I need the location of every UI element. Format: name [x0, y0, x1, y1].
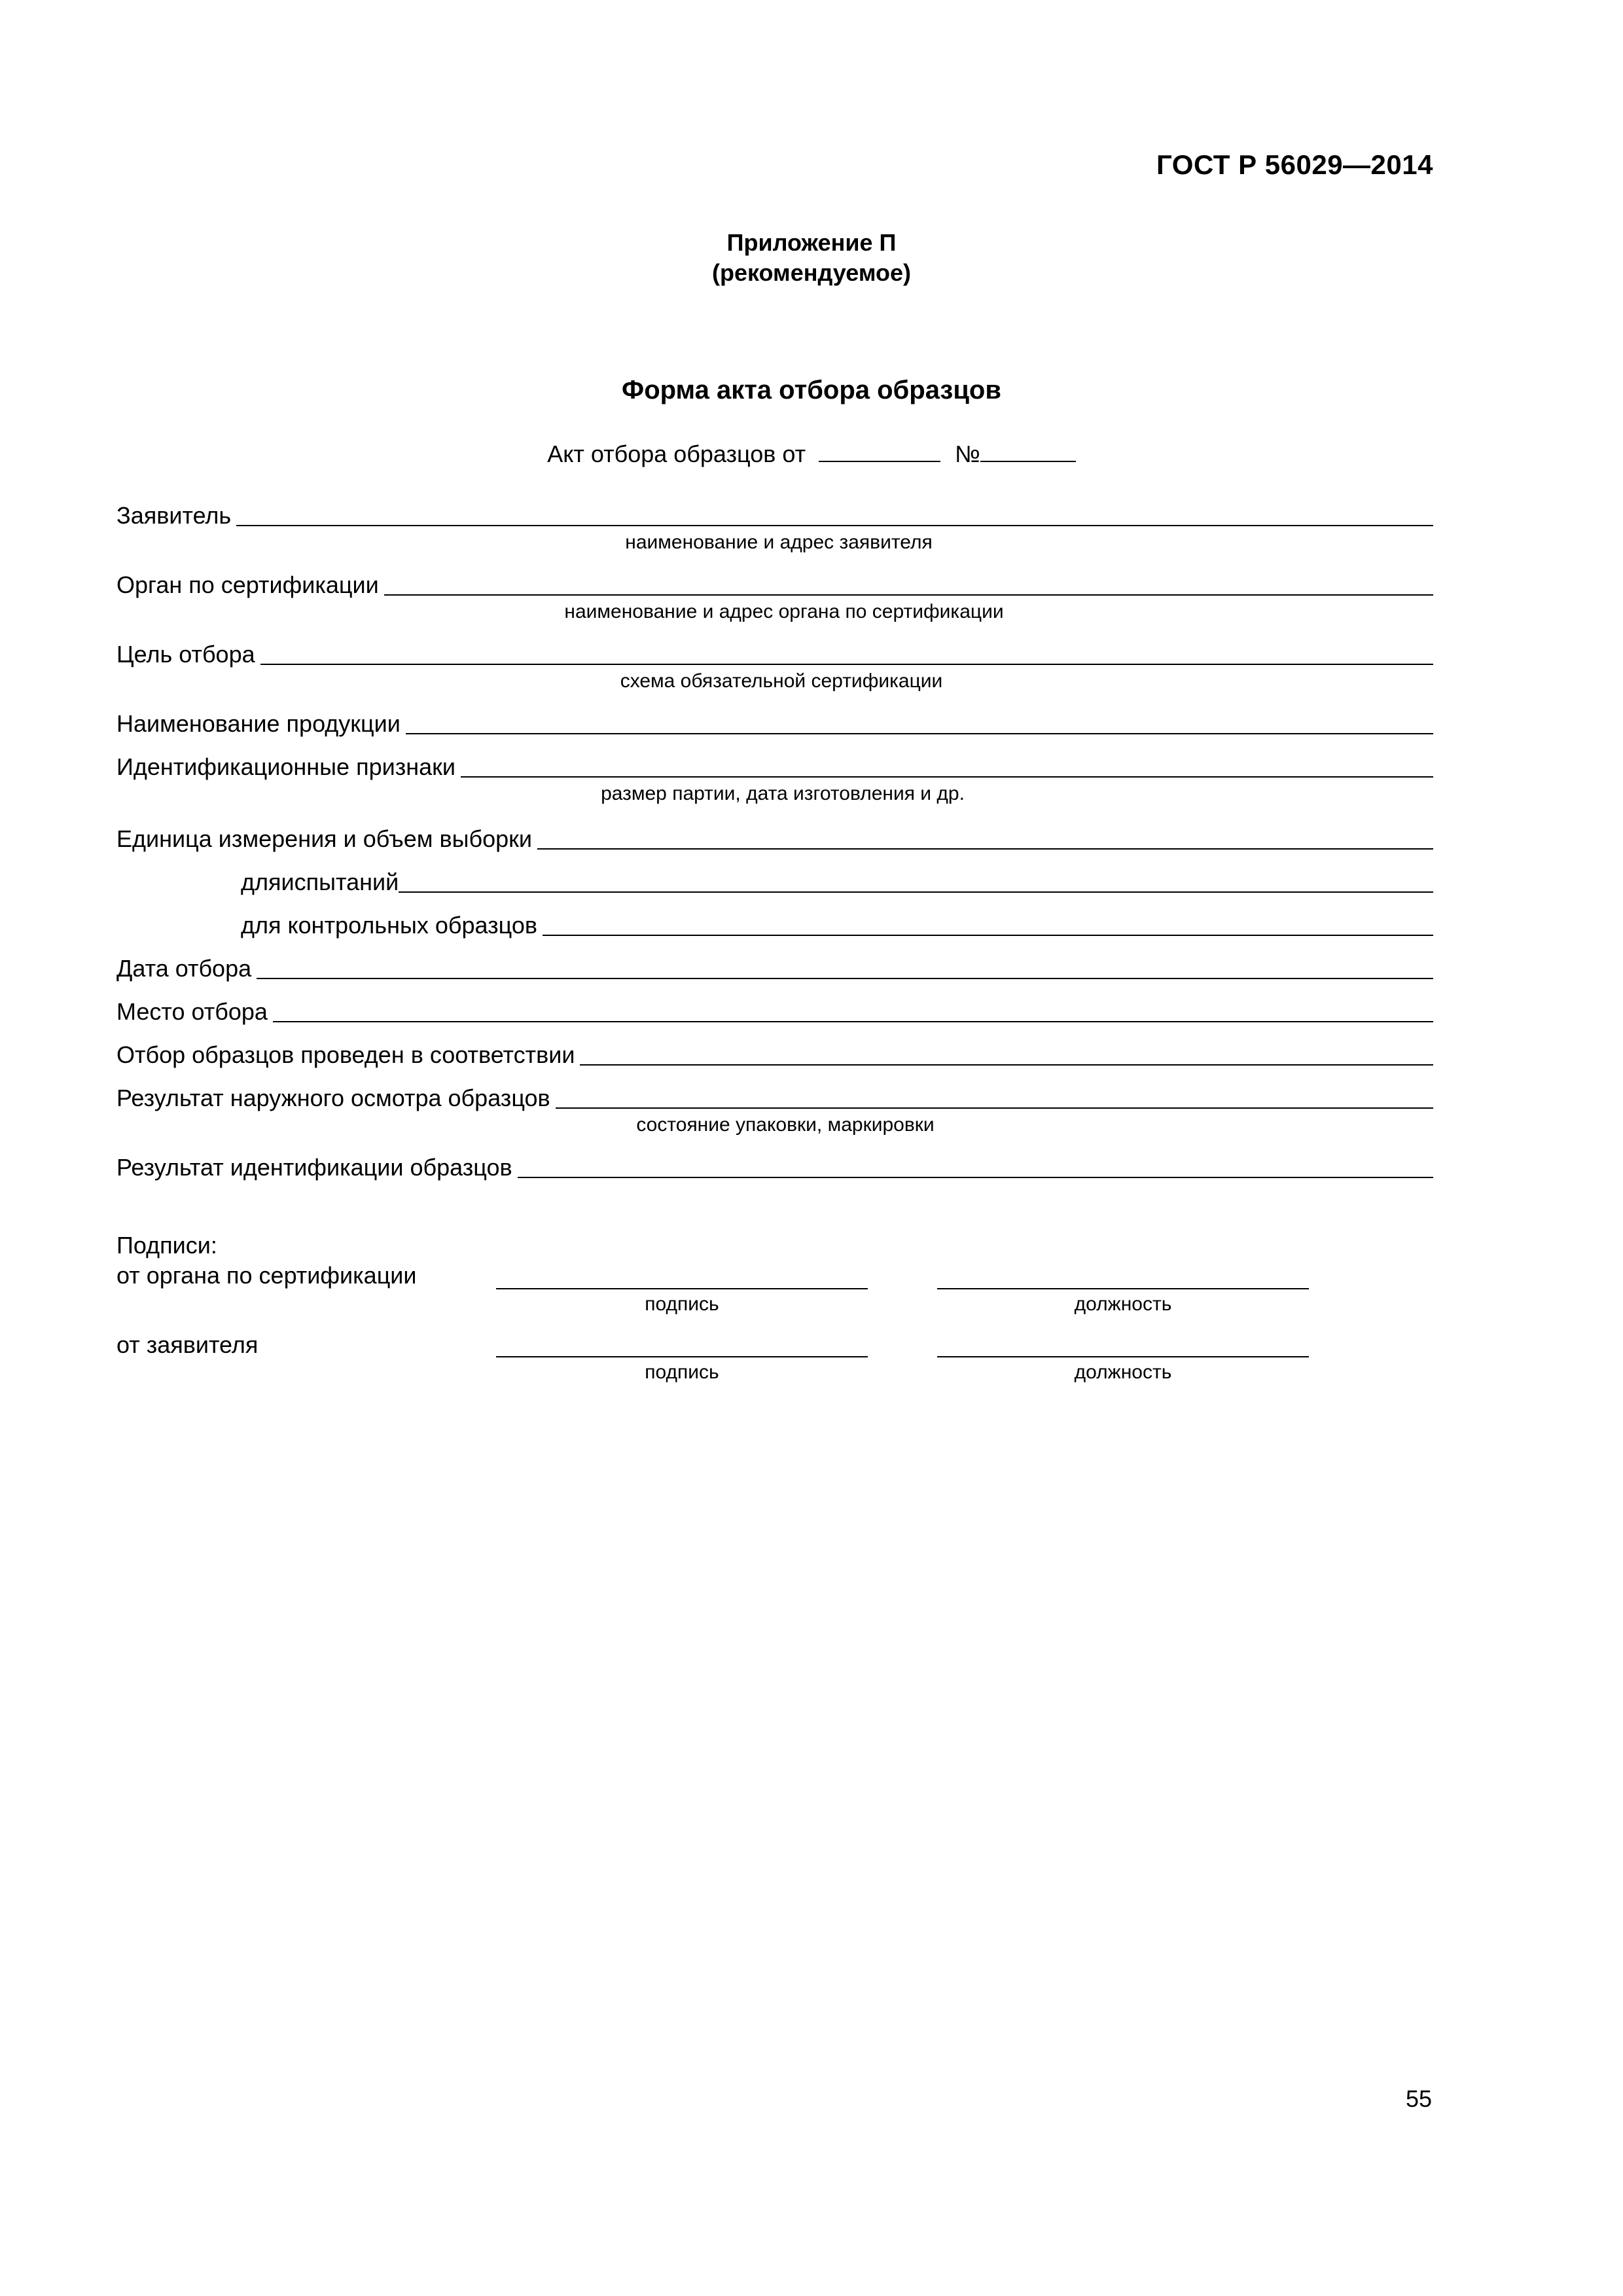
act-heading-line — [0, 440, 1623, 468]
applicant-hint: наименование и адрес заявителя — [625, 531, 933, 553]
act-prefix: Акт отбора образцов от — [547, 440, 806, 467]
signature-hint: подпись — [645, 1293, 719, 1315]
form-title: Форма акта отбора образцов — [622, 376, 1001, 404]
field-identification — [116, 749, 1433, 781]
field-label: Идентификационные признаки — [116, 753, 455, 780]
cert-body-position-line[interactable] — [937, 1288, 1309, 1289]
cert-body-hint: наименование и адрес органа по сертификации — [564, 601, 1004, 622]
field-for-control — [241, 907, 1433, 940]
product-input-line[interactable] — [406, 733, 1433, 734]
applicant-position-line[interactable] — [937, 1356, 1309, 1357]
document-code: ГОСТ Р 56029—2014 — [1156, 149, 1433, 180]
identification-input-line[interactable] — [461, 776, 1433, 778]
field-applicant — [116, 497, 1433, 530]
act-date-blank[interactable] — [819, 440, 940, 462]
field-inspection — [116, 1080, 1433, 1113]
cert-body-signature-line[interactable] — [496, 1288, 868, 1289]
field-label: Результат идентификации образцов — [116, 1154, 512, 1181]
field-for-tests — [241, 864, 1433, 897]
applicant-signature-line[interactable] — [496, 1356, 868, 1357]
unit-volume-input-line[interactable] — [537, 848, 1433, 850]
appendix-subtitle: (рекомендуемое) — [712, 259, 911, 286]
act-number-blank[interactable] — [980, 440, 1076, 462]
field-product — [116, 706, 1433, 738]
inspection-input-line[interactable] — [556, 1107, 1433, 1109]
field-label: Место отбора — [116, 998, 268, 1025]
cert-body-input-line[interactable] — [384, 594, 1433, 596]
for-control-input-line[interactable] — [543, 935, 1433, 936]
signature-from-cert-body-label: от органа по сертификации — [116, 1262, 417, 1289]
purpose-input-line[interactable] — [260, 664, 1433, 665]
purpose-hint: схема обязательной сертификации — [620, 670, 943, 692]
field-label: для контрольных образцов — [241, 912, 537, 939]
field-label: Наименование продукции — [116, 710, 401, 737]
signatures-title: Подписи: — [116, 1232, 217, 1259]
field-label: Результат наружного осмотра образцов — [116, 1085, 550, 1111]
signature-from-applicant-label: от заявителя — [116, 1331, 259, 1358]
ident-result-input-line[interactable] — [518, 1177, 1433, 1178]
inspection-hint: состояние упаковки, маркировки — [636, 1114, 935, 1136]
signature-hint: подпись — [645, 1361, 719, 1383]
field-label: дляиспытаний — [241, 869, 399, 895]
appendix-heading — [0, 228, 1623, 288]
field-date — [116, 950, 1433, 983]
field-place — [116, 994, 1433, 1026]
act-number-sign: № — [955, 440, 980, 467]
field-label: Заявитель — [116, 502, 232, 529]
field-unit-volume — [116, 821, 1433, 853]
position-hint: должность — [1074, 1361, 1172, 1383]
applicant-input-line[interactable] — [236, 525, 1433, 526]
position-hint: должность — [1074, 1293, 1172, 1315]
place-input-line[interactable] — [273, 1021, 1433, 1022]
field-label: Отбор образцов проведен в соответствии — [116, 1041, 575, 1068]
field-ident-result — [116, 1149, 1433, 1182]
field-purpose — [116, 636, 1433, 669]
for-tests-input-line[interactable] — [399, 891, 1433, 893]
field-label: Дата отбора — [116, 955, 252, 982]
field-according-to — [116, 1037, 1433, 1069]
field-label: Цель отбора — [116, 641, 255, 668]
field-label: Единица измерения и объем выборки — [116, 825, 533, 852]
field-label: Орган по сертификации — [116, 571, 379, 598]
identification-hint: размер партии, дата изготовления и др. — [601, 783, 965, 804]
date-input-line[interactable] — [257, 978, 1433, 979]
field-cert-body — [116, 567, 1433, 600]
appendix-title: Приложение П — [726, 229, 897, 256]
according-to-input-line[interactable] — [580, 1064, 1433, 1066]
page-number: 55 — [1405, 2085, 1432, 2112]
